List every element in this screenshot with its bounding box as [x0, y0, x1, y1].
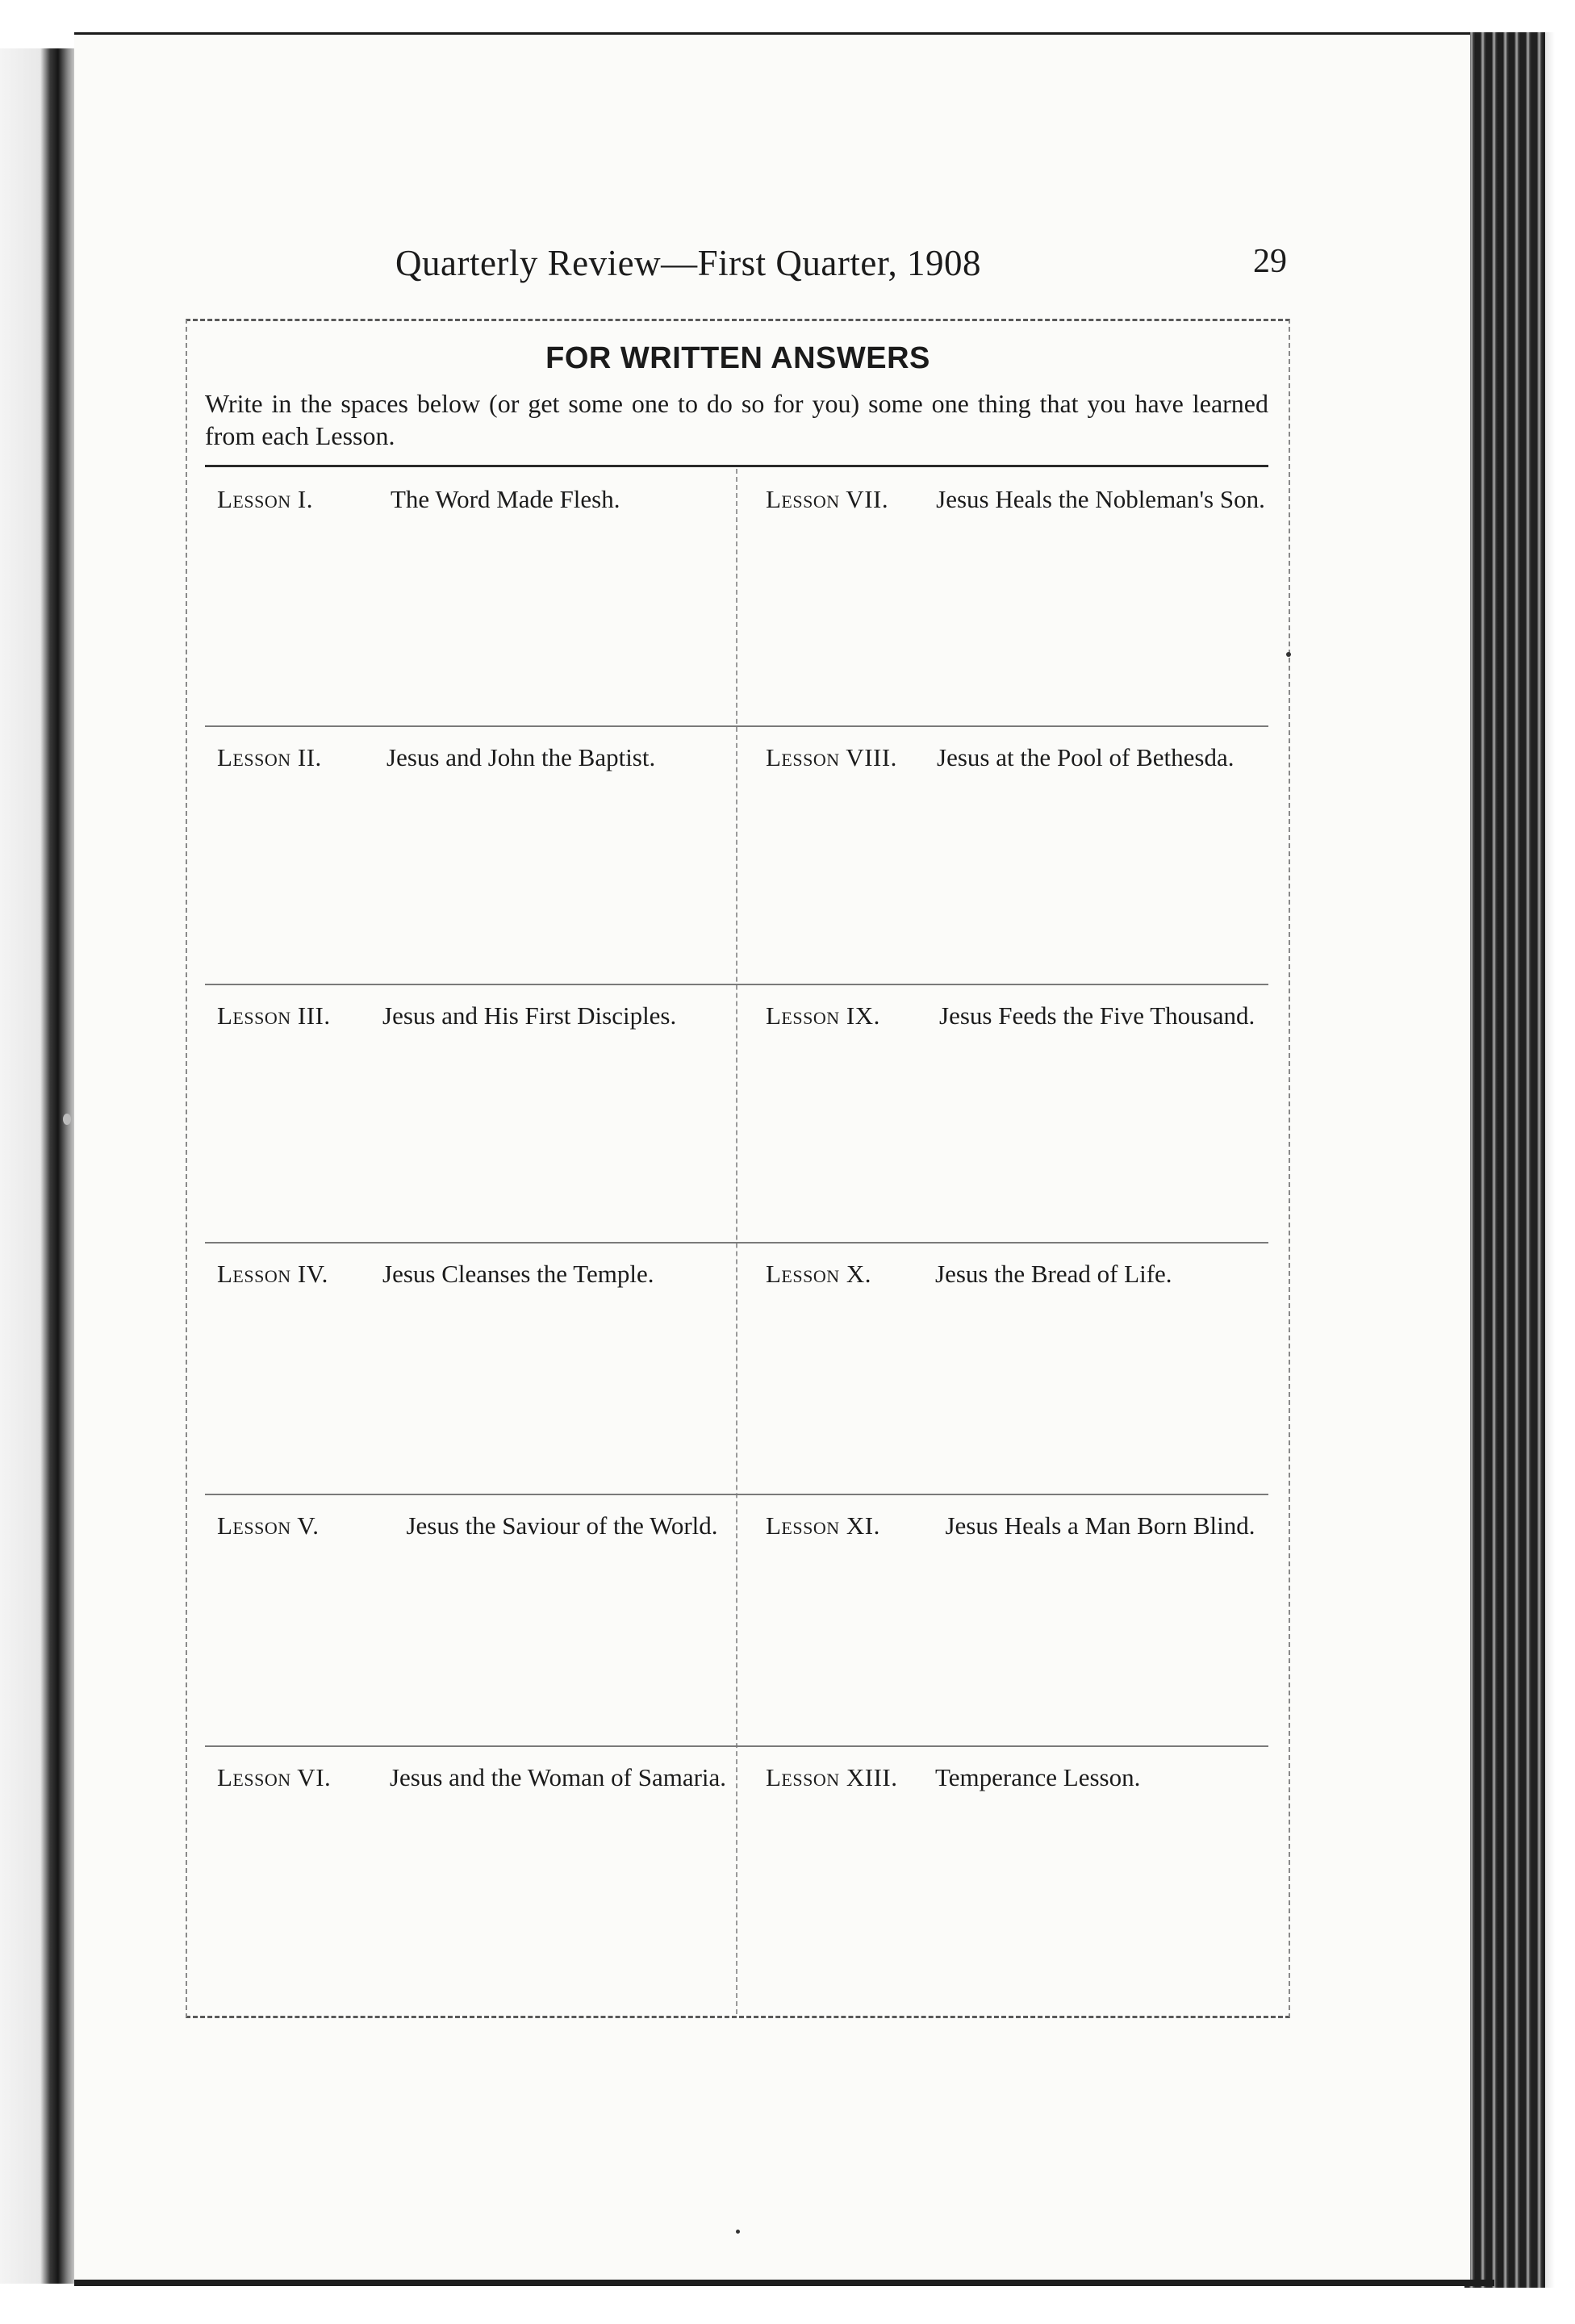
lesson-topic: Jesus and the Woman of Samaria. [389, 1763, 727, 1791]
lesson-cell[interactable] [217, 483, 725, 709]
lesson-topic: Jesus Heals the Nobleman's Son. [936, 485, 1265, 513]
page-number: 29 [1253, 243, 1287, 280]
lesson-number: Lesson V. [217, 1511, 320, 1540]
lesson-topic: Jesus at the Pool of Bethesda. [937, 743, 1235, 771]
row-divider [205, 984, 1268, 985]
form-instructions: Write in the spaces below (or get some one to do so for you) some one thing that you have learned from each Lesson. [205, 389, 1268, 450]
lesson-topic: Temperance Lesson. [935, 1763, 1141, 1791]
lesson-cell[interactable] [217, 1258, 725, 1478]
lesson-topic: Jesus and His First Disciples. [382, 1001, 677, 1030]
lesson-number: Lesson II. [217, 743, 322, 771]
lesson-number: Lesson XI. [766, 1511, 880, 1540]
row-divider [205, 725, 1268, 727]
lesson-number: Lesson IX. [766, 1001, 880, 1030]
lesson-cell[interactable] [766, 483, 1265, 709]
lesson-number: Lesson IV. [217, 1260, 328, 1288]
binding-mark [63, 1114, 71, 1125]
lesson-topic: Jesus the Saviour of the World. [406, 1511, 718, 1540]
lesson-topic: Jesus the Bread of Life. [935, 1260, 1172, 1288]
lesson-cell[interactable] [217, 1000, 725, 1226]
row-divider [205, 1745, 1268, 1747]
lesson-number: Lesson I. [217, 485, 313, 513]
lesson-cell[interactable] [766, 1000, 1258, 1226]
lesson-topic: Jesus and John the Baptist. [386, 743, 656, 771]
book-binding-left [0, 48, 77, 2284]
lesson-topic: The Word Made Flesh. [391, 485, 620, 513]
lesson-cell[interactable] [766, 1762, 1258, 1996]
lesson-cell[interactable] [766, 1258, 1258, 1478]
lesson-number: Lesson XIII. [766, 1763, 898, 1791]
lesson-grid [205, 469, 1268, 2014]
lesson-cell[interactable] [766, 1510, 1258, 1729]
lesson-number: Lesson VI. [217, 1763, 332, 1791]
row-divider [205, 1494, 1268, 1495]
lesson-number: Lesson VIII. [766, 743, 897, 771]
print-speck [1286, 652, 1291, 657]
print-speck [736, 2230, 740, 2234]
running-header [395, 242, 1299, 290]
lesson-topic: Jesus Heals a Man Born Blind. [945, 1511, 1255, 1540]
row-divider [205, 1242, 1268, 1244]
lesson-number: Lesson III. [217, 1001, 331, 1030]
form-heading: FOR WRITTEN ANSWERS [545, 341, 930, 375]
lesson-cell[interactable] [766, 742, 1258, 968]
lesson-number: Lesson X. [766, 1260, 872, 1288]
lesson-cell[interactable] [217, 1510, 725, 1729]
page-edges-right [1464, 32, 1545, 2288]
lesson-topic: Jesus Cleanses the Temple. [382, 1260, 654, 1288]
written-answers-form [186, 319, 1290, 2018]
running-title: Quarterly Review—First Quarter, 1908 [395, 243, 982, 283]
lesson-topic: Jesus Feeds the Five Thousand. [939, 1001, 1255, 1030]
lesson-cell[interactable] [217, 742, 725, 968]
heading-rule [205, 465, 1268, 467]
lesson-cell[interactable] [217, 1762, 725, 1996]
lesson-number: Lesson VII. [766, 485, 889, 513]
page-bottom-edge [74, 2280, 1494, 2286]
